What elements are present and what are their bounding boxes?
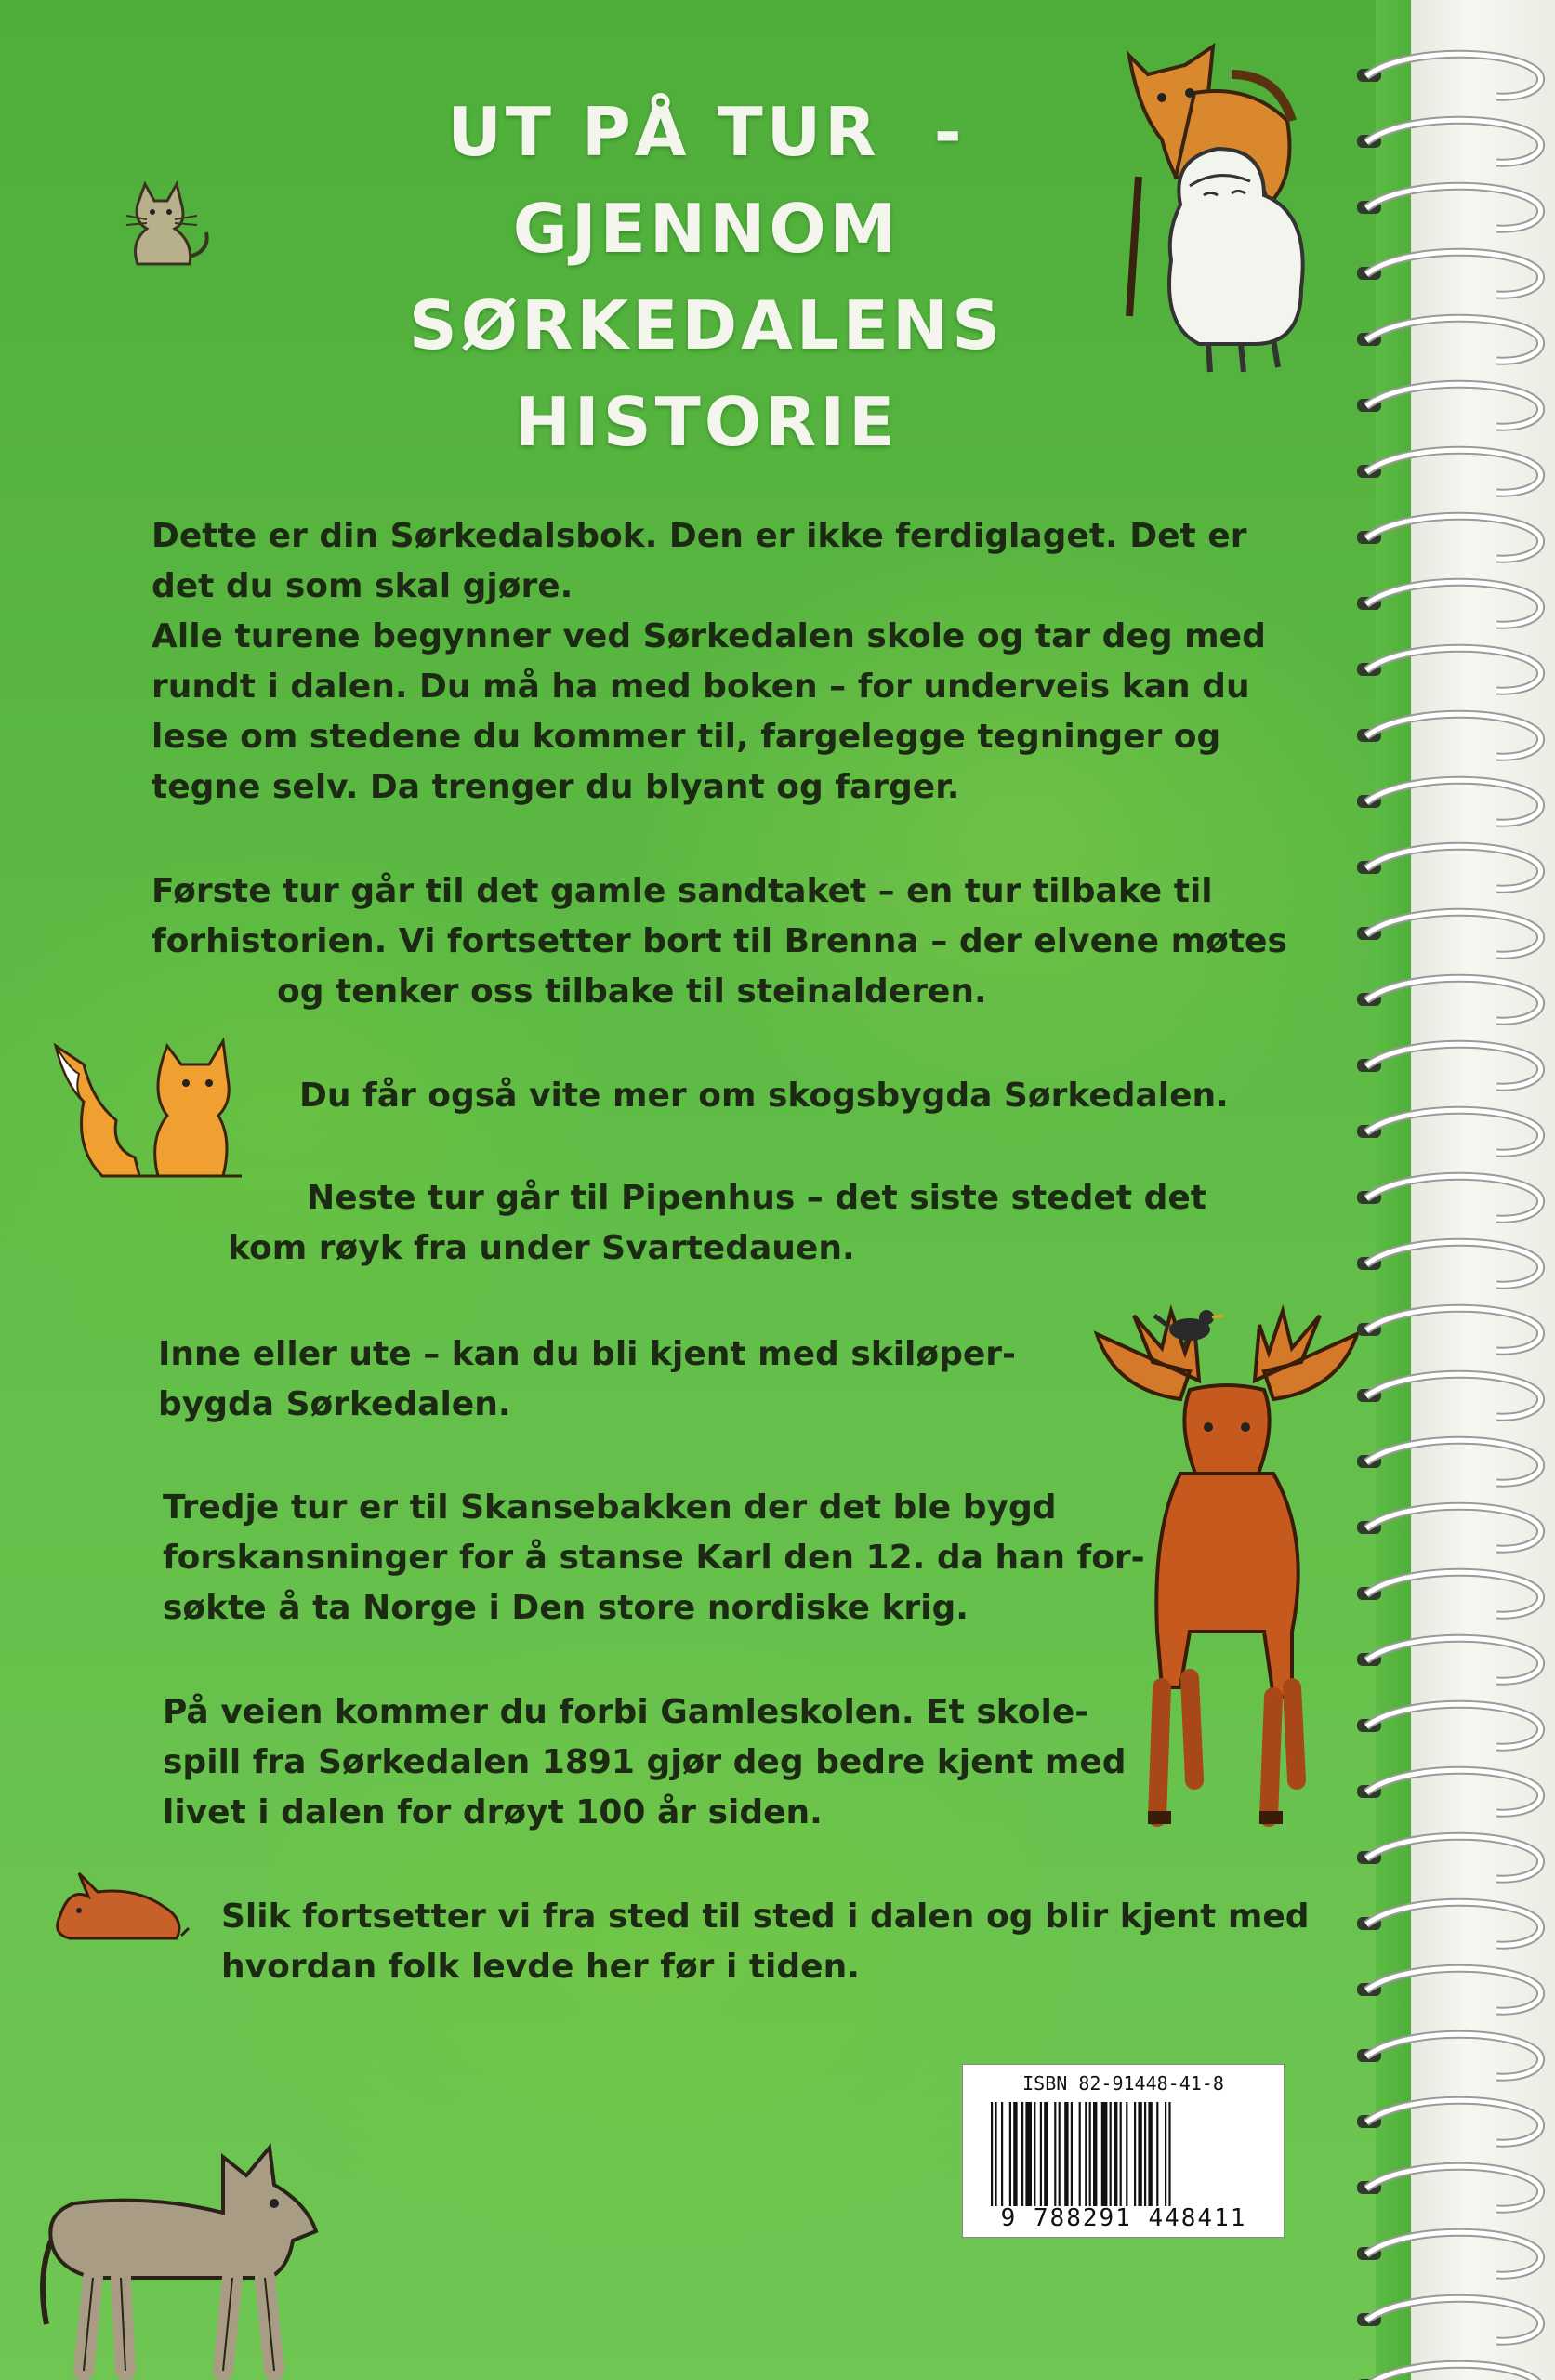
text-line: kom røyk fra under Svartedauen. — [228, 1229, 855, 1267]
isbn-number: ISBN 82-91448-41-8 — [1022, 2072, 1224, 2095]
text-line: forhistorien. Vi fortsetter bort til Brenna – der elvene møtes — [152, 922, 1287, 960]
text-line: livet i dalen for drøyt 100 år siden. — [163, 1793, 823, 1831]
text-line: lese om stedene du kommer til, fargelegge tegninger og — [152, 718, 1221, 756]
cat-icon — [110, 167, 221, 279]
text-line: Alle turene begynner ved Sørkedalen skole og tar deg med — [152, 617, 1266, 655]
text-line: Dette er din Sørkedalsbok. Den er ikke ferdiglaget. Det er — [152, 517, 1247, 555]
intro-paragraph — [152, 511, 1266, 813]
second-trip-paragraph — [228, 1173, 1206, 1274]
text-line: Slik fortsetter vi fra sted til sted i dalen og blir kjent med — [221, 1897, 1310, 1936]
text-line: søkte å ta Norge i Den store nordiske krig. — [163, 1589, 969, 1627]
ski-paragraph — [158, 1329, 1016, 1430]
text-line: Første tur går til det gamle sandtaket – en tur tilbake til — [152, 872, 1213, 910]
first-trip-paragraph — [152, 866, 1287, 1017]
text-line: og tenker oss tilbake til steinalderen. — [277, 972, 987, 1011]
third-trip-paragraph — [163, 1483, 1145, 1633]
title-line: HISTORIE — [514, 383, 899, 461]
text-line: bygda Sørkedalen. — [158, 1385, 511, 1423]
bird-icon — [1153, 1297, 1227, 1353]
sheep-icon — [1153, 139, 1320, 381]
school-paragraph — [163, 1687, 1127, 1838]
wolf-icon — [37, 2138, 335, 2380]
title-line: SØRKEDALENS — [408, 286, 1005, 364]
cover-title — [353, 84, 1060, 470]
text-line: rundt i dalen. Du må ha med boken – for underveis kan du — [152, 668, 1250, 706]
text-line: spill fra Sørkedalen 1891 gjør deg bedre kjent med — [163, 1743, 1127, 1781]
title-line: GJENNOM — [512, 190, 901, 268]
title-line: UT PÅ TUR - — [447, 93, 966, 171]
spiral-binding-icon — [1329, 0, 1555, 2380]
text-line: hvordan folk levde her før i tiden. — [221, 1948, 860, 1986]
barcode-icon — [991, 2102, 1260, 2206]
forest-paragraph — [299, 1071, 1229, 1121]
text-line: det du som skal gjøre. — [152, 567, 573, 605]
closing-paragraph — [221, 1892, 1310, 1992]
text-line: forskansninger for å stanse Karl den 12. da han for- — [163, 1539, 1145, 1577]
text-line: Tredje tur er til Skansebakken der det ble bygd — [163, 1488, 1057, 1527]
text-line: Du får også vite mer om skogsbygda Sørkedalen. — [299, 1077, 1229, 1115]
text-line: Inne eller ute – kan du bli kjent med skiløper- — [158, 1335, 1016, 1373]
ean-number: 9 788291 448411 — [1000, 2204, 1247, 2232]
text-line: På veien kommer du forbi Gamleskolen. Et skole- — [163, 1693, 1089, 1731]
text-line: Neste tur går til Pipenhus – det siste stedet det — [307, 1179, 1206, 1217]
text-line: tegne selv. Da trenger du blyant og farger. — [152, 768, 960, 806]
hare-icon — [42, 1869, 191, 1952]
fox-icon — [46, 1027, 251, 1195]
barcode-label — [962, 2064, 1285, 2238]
